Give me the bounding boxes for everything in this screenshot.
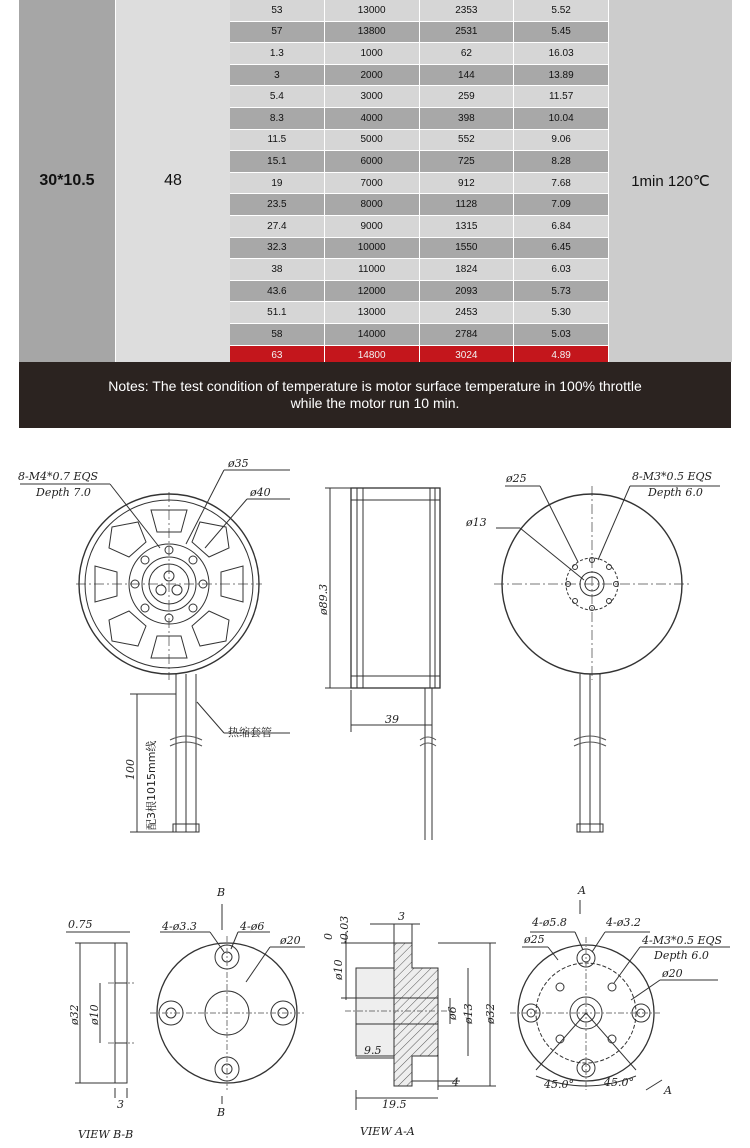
table-cell: 10.04: [548, 112, 574, 124]
table-cell: 2093: [420, 281, 515, 302]
table-cell: 4.89: [551, 350, 571, 362]
table-cell: 11.5: [230, 130, 325, 151]
table-cell: 4000: [325, 108, 420, 129]
back-d13-label: ø13: [466, 516, 487, 529]
table-row: [230, 324, 608, 346]
table-cell: 1.3: [230, 43, 325, 64]
table-cell: 6.45: [551, 242, 571, 254]
aa-d32-label: ø32: [484, 1003, 497, 1024]
notes-line-1: Notes: The test condition of temperature is motor surface temperature in 100% throttle: [108, 378, 642, 394]
table-cell: 5.30: [551, 307, 571, 319]
performance-table: [19, 0, 731, 362]
table-cell: 13.89: [548, 69, 574, 81]
table-cell: 5.03: [551, 328, 571, 340]
table-cell: 398: [420, 108, 515, 129]
table-row: [230, 259, 608, 281]
table-cell: 11.57: [548, 91, 574, 103]
hub-a-top-label: A: [578, 884, 586, 897]
table-cell: 2784: [420, 324, 515, 345]
table-cell: 1550: [420, 238, 515, 259]
table-cell: 144: [420, 65, 515, 86]
table-cell: 725: [420, 151, 515, 172]
front-d35-label: ø35: [228, 457, 249, 470]
table-row: [230, 238, 608, 260]
table-cell: 2453: [420, 302, 515, 323]
table-row: [230, 43, 608, 65]
hub-h58-label: 4-ø5.8: [532, 916, 567, 929]
table-cell: 3024: [420, 346, 515, 367]
bb-h6-label: 4-ø6: [240, 920, 265, 933]
table-cell: 8000: [325, 194, 420, 215]
bb-d20-label: ø20: [280, 934, 301, 947]
table-cell: 5.73: [551, 285, 571, 297]
table-cell: 53: [230, 0, 325, 21]
temperature-cell: 1min 120℃: [608, 0, 732, 362]
table-cell: 63: [230, 346, 325, 367]
table-cell: 19: [230, 173, 325, 194]
aa-tol-dn-label: -0.03: [338, 915, 351, 944]
table-cell: 1315: [420, 216, 515, 237]
table-cell: 23.5: [230, 194, 325, 215]
aa-l95-label: 9.5: [364, 1044, 382, 1057]
table-cell: 3000: [325, 86, 420, 107]
table-cell: 259: [420, 86, 515, 107]
table-cell: 8.3: [230, 108, 325, 129]
table-cell: 552: [420, 130, 515, 151]
sleeve-label: 热缩套管: [228, 726, 272, 739]
table-row: [230, 130, 608, 152]
hub-h32-label: 4-ø3.2: [606, 916, 641, 929]
table-cell: 2353: [420, 0, 515, 21]
side-d89-label: ø89.3: [317, 583, 330, 615]
table-cell: 11000: [325, 259, 420, 280]
hub-d25-label: ø25: [524, 933, 545, 946]
aa-d13-label: ø13: [462, 1003, 475, 1024]
bb-view-label: VIEW B-B: [78, 1128, 134, 1141]
table-cell: 51.1: [230, 302, 325, 323]
table-cell: 13000: [325, 0, 420, 21]
hub-ang2-label: 45.0°: [604, 1076, 634, 1089]
side-w39-label: 39: [385, 713, 399, 726]
table-cell: 14800: [325, 346, 420, 367]
table-cell: 32.3: [230, 238, 325, 259]
bb-t3-label: 3: [117, 1098, 124, 1111]
table-cell: 1000: [325, 43, 420, 64]
table-cell: 57: [230, 22, 325, 43]
aa-t3-label: 3: [398, 910, 405, 923]
table-cell: 6000: [325, 151, 420, 172]
table-cell: 7.09: [551, 199, 571, 211]
hub-d20-label: ø20: [662, 967, 683, 980]
hub-a-bot-label: A: [664, 1084, 672, 1097]
table-cell: 1824: [420, 259, 515, 280]
hub-m3-label: 4-M3*0.5 EQS: [642, 934, 723, 947]
table-row: [230, 86, 608, 108]
table-cell: 5.45: [551, 26, 571, 38]
table-cell: 58: [230, 324, 325, 345]
table-rows: [230, 0, 608, 367]
table-row: [230, 22, 608, 44]
back-depth-label: Depth 6.0: [648, 486, 703, 499]
table-cell: 2000: [325, 65, 420, 86]
side-view: [325, 488, 440, 840]
bb-t075-label: 0.75: [68, 918, 93, 931]
table-cell: 10000: [325, 238, 420, 259]
table-row: [230, 173, 608, 195]
table-cell: 13800: [325, 22, 420, 43]
table-cell: 5.52: [551, 4, 571, 16]
technical-drawing: [0, 440, 750, 1148]
table-cell: 12000: [325, 281, 420, 302]
lead-length-label: 100: [124, 759, 137, 780]
table-cell: 2531: [420, 22, 515, 43]
back-holes-label: 8-M3*0.5 EQS: [632, 470, 713, 483]
table-row: [230, 0, 608, 22]
table-cell: 13000: [325, 302, 420, 323]
bb-h33-label: 4-ø3.3: [162, 920, 197, 933]
bb-d10-label: ø10: [88, 1004, 101, 1025]
table-row: [230, 302, 608, 324]
table-row: [230, 108, 608, 130]
table-cell: 16.03: [548, 47, 574, 59]
table-cell: 5000: [325, 130, 420, 151]
front-d40-label: ø40: [250, 486, 271, 499]
aa-l4-label: 4: [452, 1076, 459, 1089]
table-cell: 1128: [420, 194, 515, 215]
table-row: [230, 216, 608, 238]
prop-size-cell: 30*10.5: [19, 0, 115, 362]
table-cell: 38: [230, 259, 325, 280]
table-cell: 14000: [325, 324, 420, 345]
table-row: [230, 194, 608, 216]
bb-d32-label: ø32: [68, 1004, 81, 1025]
table-cell: 3: [230, 65, 325, 86]
aa-tol-up-label: 0: [322, 933, 335, 940]
table-cell: 5.4: [230, 86, 325, 107]
table-cell: 62: [420, 43, 515, 64]
table-cell: 9.06: [551, 134, 571, 146]
table-row: [230, 151, 608, 173]
table-row: [230, 65, 608, 87]
table-cell: 43.6: [230, 281, 325, 302]
voltage-cell: 48: [115, 0, 230, 362]
back-view: [494, 486, 720, 832]
bb-b-top-label: B: [217, 886, 226, 899]
lead-note-label: 配3根1015mm线: [145, 740, 158, 830]
table-cell: 15.1: [230, 151, 325, 172]
table-cell: 7000: [325, 173, 420, 194]
table-cell: 9000: [325, 216, 420, 237]
front-holes-label: 8-M4*0.7 EQS: [18, 470, 99, 483]
front-depth-label: Depth 7.0: [36, 486, 91, 499]
notes-banner: [19, 362, 731, 428]
table-cell: 8.28: [551, 155, 571, 167]
table-cell: 7.68: [551, 177, 571, 189]
back-d25-label: ø25: [506, 472, 527, 485]
table-cell: 27.4: [230, 216, 325, 237]
table-cell: 912: [420, 173, 515, 194]
hub-depth-label: Depth 6.0: [654, 949, 709, 962]
aa-d6-label: ø6: [446, 1006, 459, 1020]
table-cell: 6.03: [551, 263, 571, 275]
aa-view-label: VIEW A-A: [360, 1125, 415, 1138]
aa-l195-label: 19.5: [382, 1098, 407, 1111]
bb-b-bot-label: B: [217, 1106, 226, 1119]
table-row: [230, 281, 608, 303]
table-cell: 6.84: [551, 220, 571, 232]
aa-d10-label: ø10: [332, 959, 345, 980]
notes-line-2: while the motor run 10 min.: [290, 395, 460, 411]
hub-ang1-label: 45.0°: [544, 1078, 574, 1091]
